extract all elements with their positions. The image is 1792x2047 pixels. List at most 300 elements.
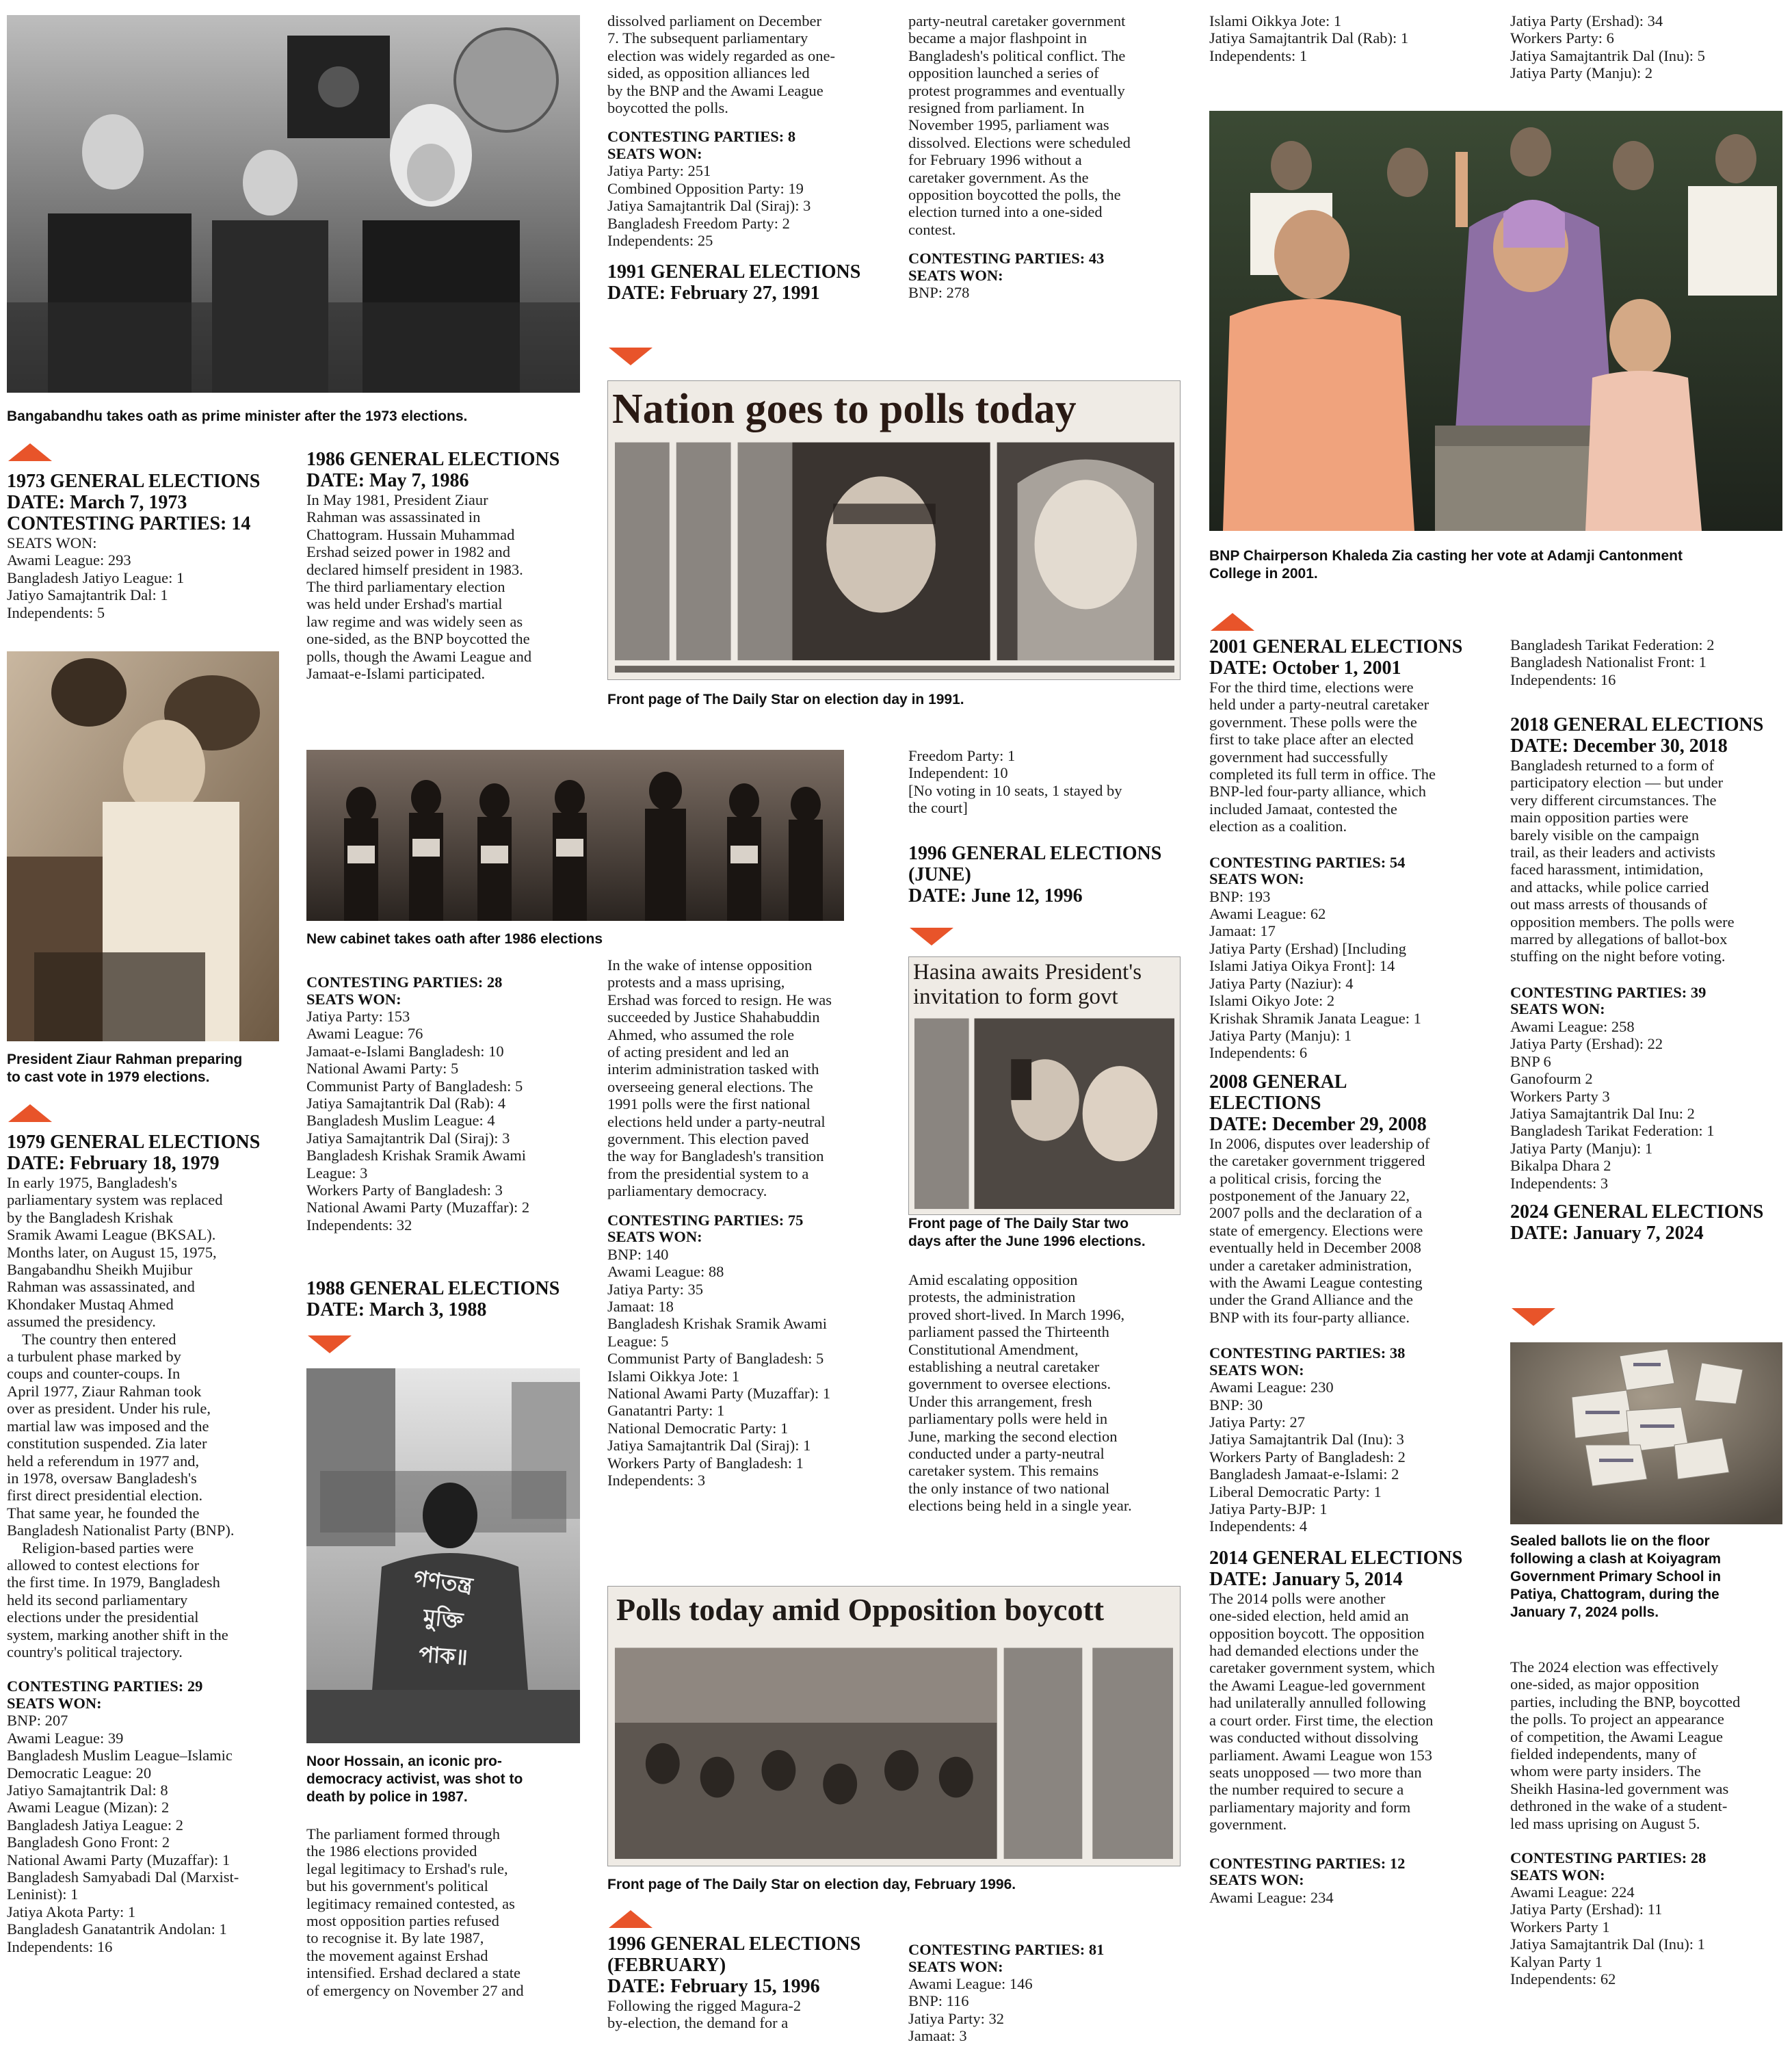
seat-row: Democratic League: 20 [7, 1764, 152, 1782]
seat-row: Jatiya Party: 251 [607, 162, 711, 180]
seats-1996f-a [908, 284, 1196, 301]
seat-row: Independents: 4 [1209, 1517, 1308, 1535]
heading-2014: 2014 GENERAL ELECTIONS [1209, 1547, 1463, 1569]
heading-2024: 2024 GENERAL ELECTIONS [1510, 1201, 1764, 1223]
seat-row: Jatiya Samajtantrik Dal (Inu): 5 [1510, 47, 1705, 64]
seat-row: Jatiya Party (Ershad): 11 [1510, 1901, 1663, 1918]
text-line: one-sided election, held amid an [1209, 1607, 1409, 1625]
seat-row: Islami Oikyo Jote: 2 [1209, 992, 1335, 1010]
text-line: whom were party insiders. The [1510, 1762, 1701, 1780]
text-line: the Awami League-led government [1209, 1676, 1425, 1694]
seat-row: Leninist): 1 [7, 1886, 79, 1903]
section-2024 [1510, 1658, 1791, 1988]
seat-row: BNP 6 [1510, 1052, 1551, 1070]
caption-1979 [7, 1051, 242, 1086]
text-line: government. [1209, 1816, 1287, 1834]
text-line: dissolved parliament on December [607, 12, 822, 29]
seat-row: Jatiya Samajtantrik Dal (Inu): 3 [1209, 1431, 1404, 1448]
seat-row: Jatiya Samajtantrik Dal (Siraj): 3 [306, 1129, 510, 1147]
seat-row: Bangladesh Tarikat Federation: 1 [1510, 1122, 1715, 1140]
text-line: Sramik Awami League (BKSAL). [7, 1226, 216, 1244]
seat-row: Bangladesh Muslim League: 4 [306, 1112, 495, 1130]
body-2018 [1510, 757, 1791, 965]
arrow-down-icon [910, 928, 953, 946]
text-line: 2007 polls and the declaration of a [1209, 1204, 1423, 1222]
date-1979: DATE: February 18, 1979 [7, 1153, 220, 1174]
parties-1973: CONTESTING PARTIES: 14 [7, 513, 251, 534]
seat-row: Workers Party of Bangladesh: 2 [1209, 1448, 1406, 1465]
parties-2024: CONTESTING PARTIES: 28 [1510, 1849, 1707, 1867]
text-line: elections being held in a single year. [908, 1497, 1132, 1515]
seats-1979 [7, 1712, 294, 1955]
seat-row: Independents: 6 [1209, 1044, 1308, 1062]
section-1988-head [306, 1278, 594, 1320]
text-line: protests, the administration [908, 1288, 1076, 1306]
text-line: the polls. To project an appearance [1510, 1710, 1724, 1728]
text-line: country's political trajectory. [7, 1643, 183, 1660]
text-line: declared himself president in 1983. [306, 560, 523, 578]
section-1973 [7, 471, 294, 621]
seat-row: Bikalpa Dhara 2 [1510, 1157, 1611, 1175]
parties-1991: CONTESTING PARTIES: 75 [607, 1211, 804, 1229]
seats-label-1986: SEATS WON: [306, 990, 401, 1008]
caption-line: Government Primary School in [1510, 1569, 1722, 1585]
text-line: the only instance of two national [908, 1479, 1110, 1497]
seats-label-1988: SEATS WON: [607, 144, 702, 162]
text-line: a turbulent phase marked by [7, 1348, 181, 1366]
text-line: parliamentary system was replaced [7, 1191, 223, 1209]
body-2014 [1209, 1590, 1497, 1834]
photo-2024-ballots [1510, 1342, 1782, 1524]
seat-row: Awami League: 293 [7, 551, 131, 569]
date-1991: DATE: February 27, 1991 [607, 283, 820, 304]
seat-row: Bangladesh Muslim League–Islamic [7, 1747, 233, 1764]
seat-row: Independents: 16 [7, 1938, 113, 1955]
text-line: parliamentary polls were held in [908, 1410, 1108, 1428]
text-line: caretaker government. As the [908, 168, 1089, 186]
body-1988-a [306, 1825, 594, 1999]
seats-label-2001: SEATS WON: [1209, 870, 1304, 888]
text-line: legal legitimacy to Ershad's rule, [306, 1860, 508, 1877]
text-line: main opposition parties were [1510, 809, 1689, 826]
text-line: allowed to contest elections for [7, 1556, 200, 1574]
text-line: barely visible on the campaign [1510, 826, 1700, 844]
text-line: June, marking the second election [908, 1427, 1118, 1445]
text-line: Constitutional Amendment, [908, 1340, 1079, 1358]
newspaper-1996j-headline [913, 960, 1142, 1009]
heading-1979: 1979 GENERAL ELECTIONS [7, 1132, 261, 1153]
text-line: conducted under a party-neutral [908, 1445, 1105, 1463]
text-line: participatory election — but under [1510, 774, 1724, 792]
text-line: with the Awami League contesting [1209, 1273, 1423, 1291]
seats-label-2014: SEATS WON: [1209, 1871, 1304, 1889]
text-line: from the presidential system to a [607, 1164, 809, 1182]
seat-row: Independents: 1 [1209, 47, 1308, 64]
text-line: was held under Ershad's martial [306, 595, 503, 613]
seats-1991 [607, 1246, 895, 1489]
seat-row: Workers Party 1 [1510, 1918, 1610, 1935]
seat-row: Awami League: 146 [908, 1975, 1033, 1992]
text-line: interim administration tasked with [607, 1060, 819, 1078]
heading-1991: 1991 GENERAL ELECTIONS [607, 261, 861, 283]
arrow-up-icon [8, 1104, 52, 1122]
text-line: trail, as their leaders and activists [1510, 844, 1715, 861]
text-line: The country then entered [22, 1330, 176, 1348]
seats-label-1996j: SEATS WON: [908, 1957, 1003, 1975]
date-2001: DATE: October 1, 2001 [1209, 657, 1401, 679]
body-1996j [908, 1271, 1196, 1515]
heading-2008-sub: ELECTIONS [1209, 1092, 1321, 1114]
text-line: Ershad was forced to resign. He was [607, 991, 832, 1008]
parties-1979: CONTESTING PARTIES: 29 [7, 1678, 203, 1695]
seat-row: the court] [908, 799, 968, 817]
text-line: BNP-led four-party alliance, which [1209, 783, 1426, 800]
text-line: had demanded elections under the [1209, 1642, 1419, 1660]
caption-line: Sealed ballots lie on the floor [1510, 1533, 1710, 1549]
text-line: dissolved. Elections were scheduled [908, 133, 1131, 151]
seat-row: Jatiya Samajtantrik Dal (Siraj): 1 [607, 1437, 811, 1455]
seat-row: Jatiya Party (Manju): 1 [1510, 1139, 1653, 1157]
text-line: to recognise it. By late 1987, [306, 1929, 484, 1947]
section-1988-cont [607, 12, 895, 304]
heading-2018: 2018 GENERAL ELECTIONS [1510, 714, 1764, 735]
seat-row: Jamaat: 17 [1209, 922, 1276, 940]
text-line: protest programmes and eventually [908, 81, 1125, 99]
seat-row: Independents: 62 [1510, 1970, 1616, 1988]
text-line: but his government's political [306, 1877, 488, 1895]
seat-row: Jatiya Party: 35 [607, 1280, 703, 1298]
caption-line: Patiya, Chattogram, during the [1510, 1587, 1719, 1602]
text-line: protests and a mass uprising, [607, 974, 785, 991]
body-1991 [607, 956, 895, 1200]
seat-row: Jatiya Party (Manju): 1 [1209, 1026, 1352, 1044]
heading-1996f-sub: (FEBRUARY) [607, 1955, 726, 1976]
text-line: opposition launched a series of [908, 64, 1099, 82]
arrow-up-icon [8, 443, 52, 461]
text-line: postponement of the January 22, [1209, 1186, 1410, 1204]
text-line: included Jamaat, contested the [1209, 800, 1397, 818]
text-line: overseeing general elections. The [607, 1078, 813, 1095]
text-line: for February 1996 without a [908, 151, 1082, 169]
arrow-up-icon [609, 1910, 653, 1928]
seat-row: Workers Party: 6 [1510, 29, 1614, 47]
caption-line: College in 2001. [1209, 566, 1318, 582]
text-line: opposition boycott. The opposition [1209, 1624, 1425, 1642]
caption-1996-june [908, 1215, 1146, 1251]
text-line: In May 1981, President Ziaur [306, 491, 488, 508]
seat-row: Bangladesh Krishak Sramik Awami [306, 1147, 527, 1164]
text-line: system, marking another shift in the [7, 1626, 228, 1643]
text-line: government. This election paved [607, 1130, 809, 1148]
date-2018: DATE: December 30, 2018 [1510, 735, 1728, 757]
text-line: Rahman was assassinated in [306, 508, 481, 526]
body-2008 [1209, 1135, 1497, 1326]
parties-2001: CONTESTING PARTIES: 54 [1209, 853, 1406, 871]
text-line: first direct presidential election. [7, 1487, 203, 1504]
body-2001 [1209, 679, 1497, 835]
seat-row: Independents: 32 [306, 1216, 412, 1234]
seat-row: Liberal Democratic Party: 1 [1209, 1483, 1382, 1500]
caption-line: death by police in 1987. [306, 1789, 468, 1805]
text-line: opposition boycotted the polls, the [908, 186, 1121, 204]
text-line: in 1978, oversaw Bangladesh's [7, 1469, 197, 1487]
seat-row: Ganatantri Party: 1 [607, 1402, 725, 1420]
seat-row: Workers Party of Bangladesh: 3 [306, 1182, 503, 1199]
headline-line: invitation to form govt [913, 985, 1118, 1009]
seat-row: Jatiya Samajtantrik Dal Inu: 2 [1510, 1104, 1695, 1122]
date-2014: DATE: January 5, 2014 [1209, 1568, 1403, 1590]
newspaper-1996-feb [607, 1586, 1181, 1866]
text-line: establishing a neutral caretaker [908, 1358, 1100, 1376]
seats-2024 [1510, 1883, 1791, 1987]
date-1973: DATE: March 7, 1973 [7, 492, 187, 513]
seat-row: Independent: 10 [908, 764, 1008, 782]
seat-row: BNP: 30 [1209, 1396, 1263, 1413]
date-1996j: DATE: June 12, 1996 [908, 885, 1083, 907]
newspaper-1996-june [908, 956, 1181, 1215]
seat-row: BNP: 116 [908, 1992, 969, 2010]
seat-row: National Awami Party: 5 [306, 1060, 459, 1078]
text-line: Sheikh Hasina-led government was [1510, 1779, 1729, 1797]
text-line: Bangladesh's political conflict. The [908, 47, 1126, 64]
text-line: Following the rigged Magura-2 [607, 1997, 802, 2014]
headline-line: Hasina awaits President's [913, 960, 1142, 985]
date-2024: DATE: January 7, 2024 [1510, 1222, 1704, 1244]
seat-row: Jatiya Party-BJP: 1 [1209, 1500, 1328, 1518]
newspaper-1991 [607, 380, 1181, 680]
seat-row: National Awami Party (Muzaffar): 1 [7, 1851, 230, 1868]
seat-row: Ganofourm 2 [1510, 1070, 1593, 1088]
seat-row: Islami Jatiya Oikya Front]: 14 [1209, 957, 1395, 975]
seats-2014-c [1510, 636, 1791, 688]
text-line: intensified. Ershad declared a state [306, 1964, 521, 1982]
text-line: The parliament formed through [306, 1825, 501, 1842]
text-line: state of emergency. Elections were [1209, 1221, 1423, 1239]
seats-2014-a [1209, 1889, 1497, 1906]
seat-row: Workers Party of Bangladesh: 1 [607, 1454, 804, 1472]
seat-row: Awami League: 258 [1510, 1017, 1635, 1035]
arrow-down-icon [308, 1335, 352, 1353]
text-line: election turned into a one-sided [908, 203, 1103, 221]
seat-row: Independents: 25 [607, 232, 713, 250]
text-line: proved short-lived. In March 1996, [908, 1305, 1125, 1323]
seat-row: National Democratic Party: 1 [607, 1419, 789, 1437]
section-2001 [1209, 636, 1497, 1906]
seat-row: Jatiya Samajtantrik Dal (Siraj): 3 [607, 197, 811, 215]
seat-row: Bangladesh Nationalist Front: 1 [1510, 653, 1707, 671]
text-line: parliamentary democracy. [607, 1182, 767, 1200]
text-line: Bangabandhu Sheikh Mujibur [7, 1261, 193, 1279]
seats-1973 [7, 534, 294, 621]
seat-row: National Awami Party (Muzaffar): 1 [607, 1384, 831, 1402]
heading-2008: 2008 GENERAL [1209, 1071, 1347, 1093]
seats-1986 [306, 1008, 594, 1234]
heading-1996j-sub: (JUNE) [908, 864, 971, 885]
seat-row: Bangladesh Freedom Party: 2 [607, 214, 790, 232]
text-line: The third parliamentary election [306, 578, 505, 596]
text-line: one-sided, as the BNP boycotted the [306, 630, 530, 648]
caption-line: January 7, 2024 polls. [1510, 1604, 1659, 1620]
seat-row: Awami League: 234 [1209, 1888, 1334, 1906]
body-2024 [1510, 1658, 1791, 1832]
parties-1996f: CONTESTING PARTIES: 43 [908, 250, 1105, 268]
seat-row: Awami League: 88 [607, 1263, 724, 1281]
text-line: In early 1975, Bangladesh's [7, 1174, 177, 1191]
text-line: legitimacy remained contested, as [306, 1894, 515, 1912]
seat-row: Jamaat: 18 [607, 1297, 674, 1315]
seat-row: Bangladesh Samyabadi Dal (Marxist- [7, 1868, 239, 1886]
text-line: led mass uprising on August 5. [1510, 1814, 1700, 1832]
seat-row: Krishak Shramik Janata League: 1 [1209, 1009, 1421, 1027]
text-line: the 1986 elections provided [306, 1842, 477, 1860]
text-line: eventually held in December 2008 [1209, 1239, 1421, 1257]
text-line: Bangladesh Nationalist Party (BNP). [7, 1522, 235, 1539]
text-line: the movement against Ershad [306, 1946, 488, 1964]
seat-row: Jatiya Samajtantrik Dal (Inu): 1 [1510, 1935, 1705, 1953]
seats-label-1996f: SEATS WON: [908, 266, 1003, 284]
text-line: election was widely regarded as one- [607, 47, 835, 64]
heading-1996f: 1996 GENERAL ELECTIONS [607, 1933, 861, 1955]
text-line: party-neutral caretaker government [908, 12, 1126, 29]
text-line: Under this arrangement, fresh [908, 1392, 1092, 1410]
seat-row: Bangladesh Jatiyo League: 1 [7, 569, 185, 586]
seats-label-1979: SEATS WON: [7, 1694, 102, 1712]
text-line: parties, including the BNP, boycotted [1510, 1693, 1741, 1710]
text-line: a court order. First time, the election [1209, 1711, 1434, 1729]
parties-1988: CONTESTING PARTIES: 8 [607, 128, 796, 146]
date-1988: DATE: March 3, 1988 [306, 1299, 487, 1320]
text-line: election as a coalition. [1209, 818, 1347, 835]
text-line: The 2024 election was effectively [1510, 1658, 1719, 1676]
bengali-slogan [306, 1563, 580, 1674]
seat-row: Bangladesh Ganatantrik Andolan: 1 [7, 1920, 227, 1938]
newspaper-1991-headline: Nation goes to polls today [612, 386, 1077, 432]
text-line: held a referendum in 1977 and, [7, 1452, 200, 1470]
photo-1979-zia-vote [7, 651, 279, 1041]
text-line: one-sided, as major opposition [1510, 1676, 1700, 1693]
text-line: of emergency on November 27 and [306, 1981, 524, 1999]
seats-2018 [1510, 1018, 1791, 1192]
heading-1973: 1973 GENERAL ELECTIONS [7, 471, 261, 492]
text-line: Rahman was assassinated, and [7, 1278, 195, 1296]
text-line: For the third time, elections were [1209, 679, 1414, 696]
caption-2001 [1209, 547, 1683, 583]
text-line: became a major flashpoint in [908, 29, 1088, 47]
caption-1996-feb: Front page of The Daily Star on election day, February 1996. [607, 1877, 1016, 1892]
seats-2001 [1209, 888, 1497, 1062]
seat-row: Jatiyo Samajtantrik Dal: 8 [7, 1782, 168, 1799]
caption-line: President Ziaur Rahman preparing [7, 1052, 243, 1067]
text-line: most opposition parties refused [306, 1912, 499, 1930]
section-1996-feb-cont [908, 12, 1196, 302]
seat-row: Jatiya Party (Manju): 2 [1510, 64, 1653, 82]
date-2008: DATE: December 29, 2008 [1209, 1113, 1427, 1135]
text-line: under the Grand Alliance and the [1209, 1291, 1414, 1309]
caption-1986: New cabinet takes oath after 1986 elections [306, 931, 603, 947]
parties-1986: CONTESTING PARTIES: 28 [306, 974, 503, 991]
text-line: In 2006, disputes over leadership of [1209, 1134, 1430, 1152]
seat-row: Jatiya Party (Ershad): 34 [1510, 12, 1663, 29]
text-line: BNP with its four-party alliance. [1209, 1308, 1410, 1326]
parties-2018: CONTESTING PARTIES: 39 [1510, 983, 1707, 1001]
text-line: a political crisis, forcing the [1209, 1169, 1382, 1187]
seat-row: League: 5 [607, 1332, 669, 1350]
text-line: marred by allegations of ballot-box [1510, 930, 1728, 948]
seat-row: Workers Party 3 [1510, 1087, 1610, 1105]
caption-line: days after the June 1996 elections. [908, 1234, 1146, 1249]
section-1991-body [607, 956, 895, 1489]
seat-row: Jatiya Akota Party: 1 [7, 1903, 136, 1920]
slogan-line: গণতন্ত্র [412, 1565, 475, 1599]
arrow-down-icon [1512, 1308, 1555, 1326]
seats-1986-block [306, 974, 594, 1234]
caption-1991: Front page of The Daily Star on election day in 1991. [607, 692, 964, 707]
text-line: government to oversee elections. [908, 1375, 1111, 1393]
body-1996f-a [607, 1997, 895, 2032]
text-line: opposition members. The polls were [1510, 913, 1735, 930]
body-1979 [7, 1174, 294, 1660]
text-line: sided, as opposition alliances led [607, 64, 810, 82]
text-line: In the wake of intense opposition [607, 956, 813, 974]
seat-row: Jatiya Samajtantrik Dal (Rab): 4 [306, 1095, 506, 1112]
text-line: succeeded by Justice Shahabuddin [607, 1008, 820, 1026]
section-1996-jun-head [908, 843, 1196, 907]
seat-row: Jatiya Party (Ershad): 22 [1510, 1035, 1663, 1053]
seats-label: SEATS WON: [7, 534, 97, 551]
text-line: Chattogram. Hussain Muhammad [306, 525, 515, 543]
caption-line: to cast vote in 1979 elections. [7, 1069, 210, 1085]
seat-row: Communist Party of Bangladesh: 5 [607, 1350, 824, 1368]
seat-row: Jamaat: 3 [908, 2027, 967, 2045]
seat-row: League: 3 [306, 1164, 368, 1182]
caption-2024 [1510, 1533, 1721, 1621]
seat-row: Bangladesh Gono Front: 2 [7, 1834, 170, 1851]
text-line: Religion-based parties were [22, 1539, 194, 1556]
seats-label-2008: SEATS WON: [1209, 1361, 1304, 1379]
seat-row: Islami Oikkya Jote: 1 [1209, 12, 1342, 29]
date-1996f: DATE: February 15, 1996 [607, 1976, 820, 1997]
seat-row: BNP: 278 [908, 284, 970, 302]
seat-row: Awami League: 62 [1209, 905, 1326, 923]
section-2018 [1510, 714, 1791, 1244]
caption-1973: Bangabandhu takes oath as prime minister after the 1973 elections. [7, 408, 468, 424]
seat-row: Awami League (Mizan): 2 [7, 1799, 170, 1816]
text-line: the way for Bangladesh's transition [607, 1147, 824, 1165]
arrow-up-icon [1211, 613, 1254, 631]
seat-row: National Awami Party (Muzaffar): 2 [306, 1199, 530, 1216]
seat-row: Independents: 16 [1510, 670, 1616, 688]
text-line: completed its full term in office. The [1209, 766, 1436, 783]
parties-2014: CONTESTING PARTIES: 12 [1209, 1854, 1406, 1872]
seat-row: BNP: 207 [7, 1712, 68, 1730]
seat-row: Independents: 3 [607, 1471, 706, 1489]
newspaper-1996f-headline: Polls today amid Opposition boycott [616, 1592, 1105, 1627]
text-line: constitution suspended. Zia later [7, 1435, 207, 1452]
seats-2014-b [1510, 12, 1791, 82]
text-line: held under a party-neutral caretaker [1209, 696, 1429, 714]
text-line: November 1995, parliament was [908, 116, 1109, 134]
text-line: Months later, on August 15, 1975, [7, 1243, 217, 1261]
parties-2008: CONTESTING PARTIES: 38 [1209, 1344, 1406, 1362]
seat-row: Freedom Party: 1 [908, 747, 1016, 764]
text-line: boycotted the polls. [607, 99, 728, 117]
photo-2001-khaleda-zia [1209, 111, 1782, 531]
text-line: caretaker government system, which [1209, 1659, 1435, 1677]
text-line: over as president. Under his rule, [7, 1400, 211, 1418]
text-line: of acting president and led an [607, 1043, 789, 1061]
seat-row: Jatiya Party (Ershad) [Including [1209, 939, 1407, 957]
seats-label-2018: SEATS WON: [1510, 1000, 1605, 1018]
